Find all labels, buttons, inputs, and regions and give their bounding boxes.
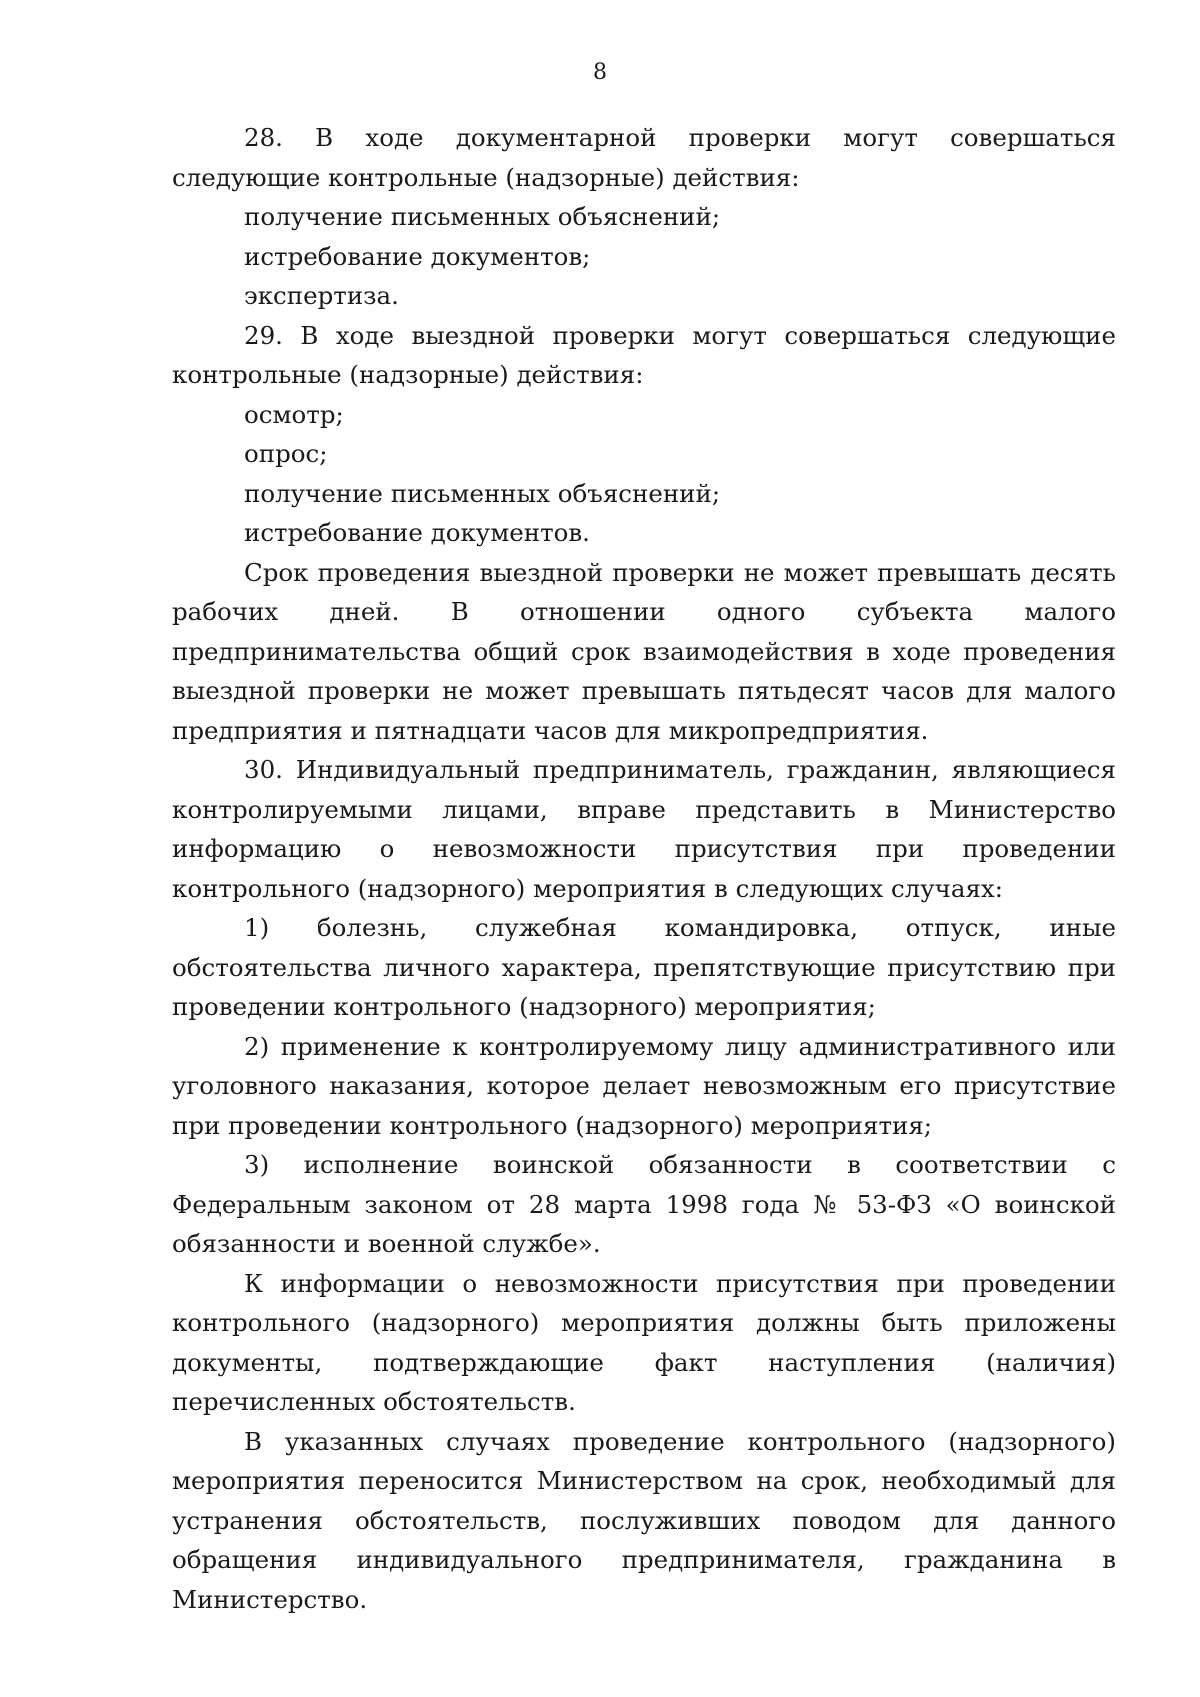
list-item: истребование документов;	[244, 241, 591, 271]
list-item: получение письменных объяснений;	[244, 202, 721, 231]
list-item: истребование документов.	[244, 518, 590, 547]
subitem-2: 2) применение к контролируемому лицу административного или уголовного наказания, которое делает невозможным его присутствие при проведении контрольного (надзорного) мероприятия;	[172, 1031, 1116, 1140]
document-body	[172, 118, 1116, 1619]
paragraph-30: 30. Индивидуальный предприниматель, гражданин, являющиеся контролируемыми лицами, вправе представить в Министерство информацию о невозможности присутствия при проведении контрольного (надзорного) мероприятия в следующих случаях:	[172, 755, 1116, 903]
paragraph-documents: К информации о невозможности присутствия при проведении контрольного (надзорного) мероприятия должны быть приложены документы, подтверждающие факт наступления (наличия) перечисленных обстоятельств.	[172, 1268, 1116, 1416]
paragraph-inspection-term: Срок проведения выездной проверки не может превышать десять рабочих дней. В отношении одного субъекта малого предпринимательства общий срок взаимодействия в ходе проведения выездной проверки не может превышать пятьдесят часов для малого предприятия и пятнадцати часов для микропредприятия.	[172, 557, 1116, 745]
list-item: осмотр;	[244, 399, 344, 429]
paragraph-28: 28. В ходе документарной проверки могут совершаться следующие контрольные (надзорные) действия:	[172, 123, 1116, 192]
subitem-1: 1) болезнь, служебная командировка, отпуск, иные обстоятельства личного характера, препятствующие присутствию при проведении контрольного (надзорного) мероприятия;	[172, 913, 1116, 1021]
page-number: 8	[593, 60, 607, 85]
list-item: опрос;	[244, 439, 328, 468]
subitem-3: 3) исполнение воинской обязанности в соответствии с Федеральным законом от 28 марта 1998 года № 53-ФЗ «О воинской обязанности и военной службе».	[172, 1150, 1116, 1258]
paragraph-29: 29. В ходе выездной проверки могут совершаться следующие контрольные (надзорные) действия:	[172, 320, 1116, 389]
list-item: экспертиза.	[244, 281, 399, 310]
paragraph-postponement: В указанных случаях проведение контрольного (надзорного) мероприятия переносится Министерством на срок, необходимый для устранения обстоятельств, послуживших поводом для данного обращения индивидуального предпринимателя, гражданина в Министерство.	[172, 1426, 1116, 1614]
list-item: получение письменных объяснений;	[244, 478, 721, 508]
